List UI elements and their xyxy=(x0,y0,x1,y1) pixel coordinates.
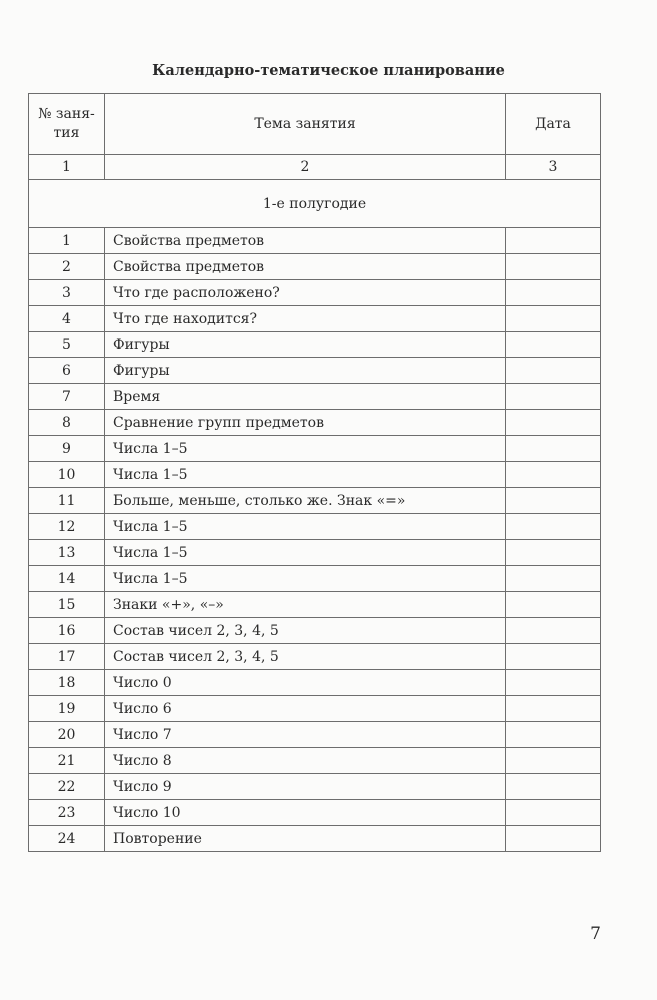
header-row xyxy=(29,94,601,155)
section-row xyxy=(29,180,601,228)
table-row xyxy=(29,332,601,358)
lesson-number: 4 xyxy=(29,306,105,332)
lesson-topic: Число 8 xyxy=(105,748,506,774)
table-row xyxy=(29,696,601,722)
lesson-topic: Повторение xyxy=(105,826,506,852)
lesson-topic: Число 9 xyxy=(105,774,506,800)
lesson-topic: Время xyxy=(105,384,506,410)
lesson-number: 21 xyxy=(29,748,105,774)
lesson-date xyxy=(506,540,601,566)
lesson-date xyxy=(506,696,601,722)
lesson-topic: Состав чисел 2, 3, 4, 5 xyxy=(105,618,506,644)
lesson-number: 7 xyxy=(29,384,105,410)
header-date: Дата xyxy=(506,94,601,155)
lesson-topic: Числа 1–5 xyxy=(105,462,506,488)
planning-table xyxy=(28,93,601,852)
lesson-date xyxy=(506,488,601,514)
lesson-number: 11 xyxy=(29,488,105,514)
table-row xyxy=(29,826,601,852)
lesson-number: 9 xyxy=(29,436,105,462)
lesson-topic: Фигуры xyxy=(105,332,506,358)
lesson-date xyxy=(506,384,601,410)
table-row xyxy=(29,644,601,670)
table-row xyxy=(29,436,601,462)
lesson-date xyxy=(506,306,601,332)
lesson-number: 15 xyxy=(29,592,105,618)
lesson-number: 5 xyxy=(29,332,105,358)
table-row xyxy=(29,592,601,618)
lesson-topic: Число 0 xyxy=(105,670,506,696)
lesson-number: 1 xyxy=(29,228,105,254)
lesson-number: 8 xyxy=(29,410,105,436)
lesson-number: 13 xyxy=(29,540,105,566)
table-row xyxy=(29,800,601,826)
lesson-topic: Число 10 xyxy=(105,800,506,826)
table-row xyxy=(29,410,601,436)
column-index: 3 xyxy=(506,155,601,180)
lesson-date xyxy=(506,410,601,436)
page-title: Календарно-тематическое планирование xyxy=(152,62,505,79)
table-row xyxy=(29,358,601,384)
lesson-number: 3 xyxy=(29,280,105,306)
lesson-topic: Состав чисел 2, 3, 4, 5 xyxy=(105,644,506,670)
table-row xyxy=(29,306,601,332)
lesson-topic: Свойства предметов xyxy=(105,254,506,280)
lesson-number: 18 xyxy=(29,670,105,696)
lesson-date xyxy=(506,358,601,384)
lesson-date xyxy=(506,592,601,618)
lesson-topic: Знаки «+», «–» xyxy=(105,592,506,618)
table-row xyxy=(29,228,601,254)
lesson-topic: Свойства предметов xyxy=(105,228,506,254)
lesson-date xyxy=(506,800,601,826)
table-row xyxy=(29,774,601,800)
lesson-date xyxy=(506,228,601,254)
lesson-number: 6 xyxy=(29,358,105,384)
header-topic: Тема занятия xyxy=(105,94,506,155)
lesson-topic: Числа 1–5 xyxy=(105,566,506,592)
lesson-date xyxy=(506,514,601,540)
lesson-number: 2 xyxy=(29,254,105,280)
lesson-topic: Что где расположено? xyxy=(105,280,506,306)
lesson-topic: Числа 1–5 xyxy=(105,514,506,540)
table-row xyxy=(29,462,601,488)
lesson-number: 16 xyxy=(29,618,105,644)
table-row xyxy=(29,566,601,592)
lesson-date xyxy=(506,332,601,358)
lesson-date xyxy=(506,722,601,748)
table-row xyxy=(29,618,601,644)
column-index-row xyxy=(29,155,601,180)
lesson-number: 22 xyxy=(29,774,105,800)
lesson-date xyxy=(506,774,601,800)
lesson-date xyxy=(506,462,601,488)
lesson-number: 12 xyxy=(29,514,105,540)
table-row xyxy=(29,722,601,748)
table-row xyxy=(29,488,601,514)
lesson-topic: Числа 1–5 xyxy=(105,540,506,566)
lesson-topic: Число 6 xyxy=(105,696,506,722)
lesson-number: 14 xyxy=(29,566,105,592)
column-index: 1 xyxy=(29,155,105,180)
lesson-topic: Фигуры xyxy=(105,358,506,384)
section-title: 1-е полугодие xyxy=(29,180,601,228)
page-number: 7 xyxy=(590,924,601,944)
lesson-date xyxy=(506,436,601,462)
lesson-topic: Сравнение групп предметов xyxy=(105,410,506,436)
header-lesson-number: № заня- тия xyxy=(29,94,105,155)
lesson-number: 19 xyxy=(29,696,105,722)
lesson-date xyxy=(506,280,601,306)
lesson-topic: Что где находится? xyxy=(105,306,506,332)
lesson-number: 24 xyxy=(29,826,105,852)
lesson-date xyxy=(506,748,601,774)
table-row xyxy=(29,280,601,306)
lesson-number: 17 xyxy=(29,644,105,670)
lesson-date xyxy=(506,826,601,852)
lesson-date xyxy=(506,670,601,696)
table-row xyxy=(29,670,601,696)
table-row xyxy=(29,748,601,774)
lesson-date xyxy=(506,254,601,280)
column-index: 2 xyxy=(105,155,506,180)
lesson-topic: Больше, меньше, столько же. Знак «=» xyxy=(105,488,506,514)
lesson-number: 20 xyxy=(29,722,105,748)
lesson-date xyxy=(506,566,601,592)
lesson-number: 10 xyxy=(29,462,105,488)
lesson-date xyxy=(506,644,601,670)
lesson-number: 23 xyxy=(29,800,105,826)
table-row xyxy=(29,384,601,410)
table-row xyxy=(29,514,601,540)
lesson-topic: Числа 1–5 xyxy=(105,436,506,462)
table-row xyxy=(29,254,601,280)
lesson-date xyxy=(506,618,601,644)
lesson-topic: Число 7 xyxy=(105,722,506,748)
table-row xyxy=(29,540,601,566)
